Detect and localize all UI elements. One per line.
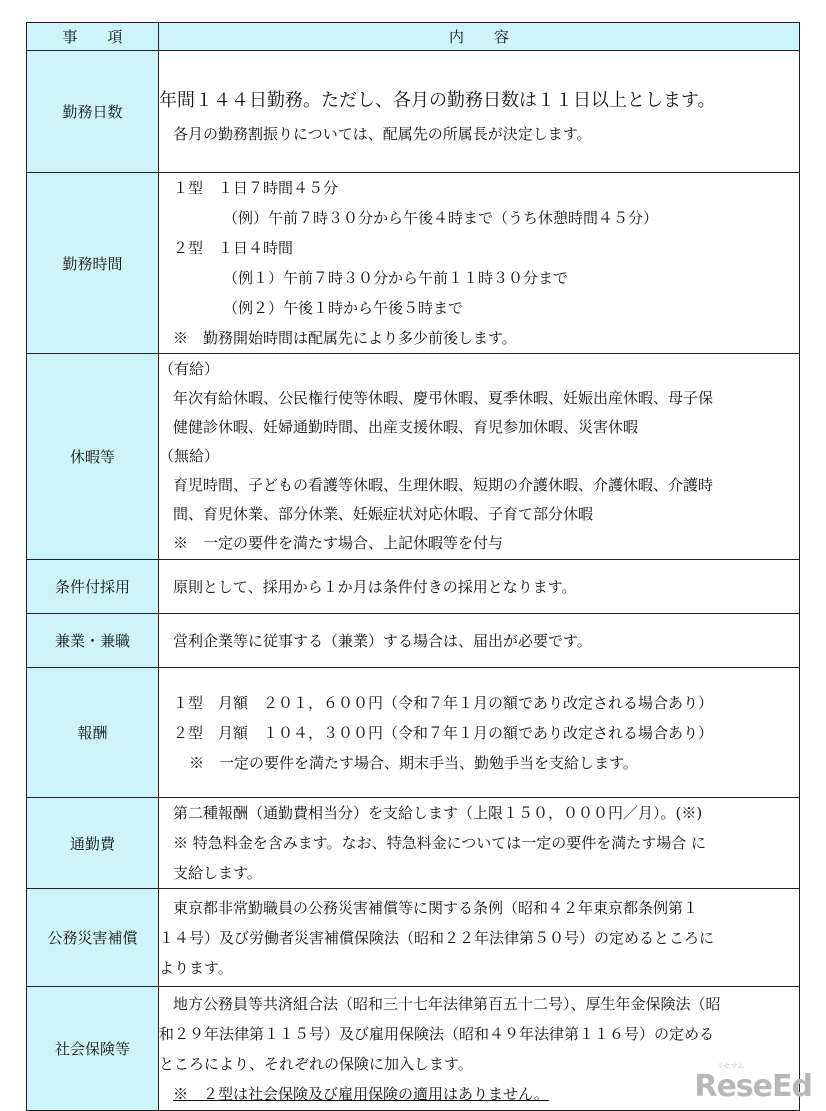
row-label: 兼業・兼職 — [27, 614, 159, 668]
header-content: 内 容 — [159, 23, 800, 51]
content-line: 年間１４４日勤務。ただし、各月の勤務日数は１１日以上とします。 — [159, 89, 716, 111]
row-content — [159, 668, 800, 798]
content-line: 営利企業等に従事する（兼業）する場合は、届出が必要です。 — [173, 631, 592, 650]
content-line: 東京都非常勤職員の公務災害補償等に関する条例（昭和４２年東京都条例第１ — [173, 898, 699, 917]
content-line: ※ 勤務開始時間は配属先により多少前後します。 — [173, 329, 517, 347]
row-social-insurance — [27, 987, 800, 1111]
row-label: 勤務日数 — [27, 51, 159, 173]
content-line: 原則として、採用から１か月は条件付きの採用となります。 — [173, 577, 577, 596]
header-item: 事 項 — [27, 23, 159, 51]
content-line: ※ 特急料金を含みます。なお、特急料金については一定の要件を満たす場合 に — [173, 834, 707, 852]
content-line: 年次有給休暇、公民権行使等休暇、慶弔休暇、夏季休暇、妊娠出産休暇、母子保 — [173, 389, 714, 407]
content-line: （例１）午前７時３０分から午前１１時３０分まで — [223, 269, 569, 287]
content-line: 育児時間、子どもの看護等休暇、生理休暇、短期の介護休暇、介護休暇、介護時 — [173, 476, 714, 494]
content-line: 第二種報酬（通勤費相当分）を支給します（上限１５０，０００円／月）。(※) — [173, 804, 703, 822]
row-work-hours — [27, 173, 800, 354]
row-content — [159, 560, 800, 614]
content-line: よります。 — [159, 958, 233, 977]
row-accident-compensation — [27, 889, 800, 987]
content-line: １型 月額 ２０１，６００円（令和７年１月の額であり改定される場合あり） — [173, 693, 714, 712]
row-label: 勤務時間 — [27, 173, 159, 354]
row-content — [159, 614, 800, 668]
row-content — [159, 51, 800, 173]
content-line: ところにより、それぞれの保険に加入します。 — [159, 1054, 473, 1073]
content-line: 健健診休暇、妊婦通勤時間、出産支援休暇、育児参加休暇、災害休暇 — [173, 418, 639, 436]
content-line: １４号）及び労働者災害補償保険法（昭和２２年法律第５０号）の定めるところに — [159, 928, 715, 947]
content-line: 間、育児休業、部分休業、妊娠症状対応休暇、子育て部分休暇 — [173, 505, 594, 523]
watermark-logo-text: ReseEd — [694, 1069, 812, 1104]
content-line: 支給します。 — [173, 864, 262, 882]
row-side-jobs — [27, 614, 800, 668]
content-line: ２型 １日４時間 — [173, 239, 294, 257]
watermark-small-text: リセマム — [716, 1062, 745, 1070]
row-leave — [27, 354, 800, 560]
row-label: 社会保険等 — [27, 987, 159, 1111]
row-content — [159, 798, 800, 889]
row-label: 条件付採用 — [27, 560, 159, 614]
content-line: 各月の勤務割振りについては、配属先の所属長が決定します。 — [173, 124, 592, 143]
table-header-row — [27, 23, 800, 51]
employment-conditions-table — [26, 22, 800, 1111]
content-line: ※ 一定の要件を満たす場合、上記休暇等を付与 — [173, 534, 504, 552]
content-line: （有給） — [159, 360, 220, 378]
row-compensation — [27, 668, 800, 798]
content-line: 和２９年法律第１１５号）及び雇用保険法（昭和４９年法律第１１６号）の定める — [159, 1024, 715, 1043]
row-content — [159, 889, 800, 987]
content-line: （無給） — [159, 447, 220, 465]
row-label: 公務災害補償 — [27, 889, 159, 987]
content-line: １型 １日７時間４５分 — [173, 179, 339, 197]
content-line: （例）午前７時３０分から午後４時まで（うち休憩時間４５分） — [223, 209, 659, 227]
row-content — [159, 354, 800, 560]
row-content — [159, 173, 800, 354]
content-line: （例２）午後１時から午後５時まで — [223, 299, 464, 317]
row-label: 通勤費 — [27, 798, 159, 889]
row-label: 休暇等 — [27, 354, 159, 560]
row-label: 報酬 — [27, 668, 159, 798]
row-work-days — [27, 51, 800, 173]
content-line: 地方公務員等共済組合法（昭和三十七年法律第百五十二号）、厚生年金保険法（昭 — [173, 994, 721, 1013]
row-commuting — [27, 798, 800, 889]
content-line: ２型 月額 １０４，３００円（令和７年１月の額であり改定される場合あり） — [173, 723, 714, 742]
brand-watermark — [694, 1062, 812, 1104]
row-conditional-hiring — [27, 560, 800, 614]
content-line: ※ ２型は社会保険及び雇用保険の適用はありません。 — [173, 1084, 549, 1103]
content-line: ※ 一定の要件を満たす場合、期末手当、勤勉手当を支給します。 — [189, 753, 638, 772]
